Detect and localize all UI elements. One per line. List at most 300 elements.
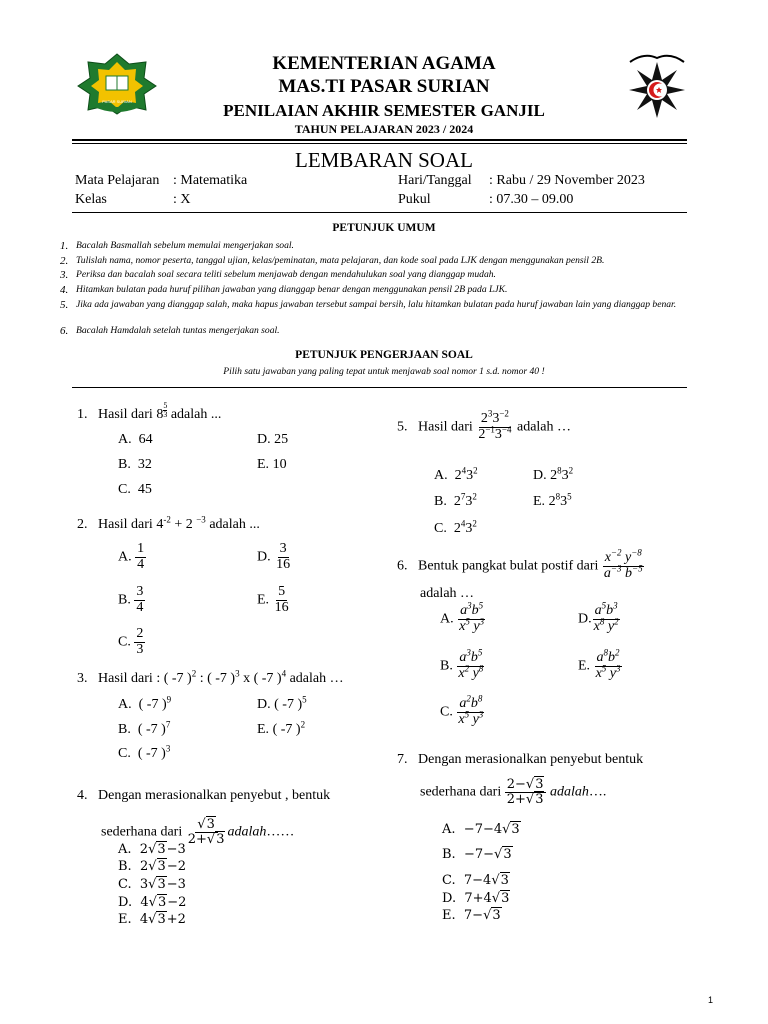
exponent: 3 <box>613 600 618 611</box>
question-6 <box>397 547 645 581</box>
option-d[interactable] <box>118 895 186 911</box>
option-a[interactable] <box>440 600 486 634</box>
radicand: 3 <box>503 847 512 862</box>
class-value: : X <box>173 192 191 207</box>
option-e[interactable] <box>257 457 287 473</box>
exponent: 5 <box>302 694 307 705</box>
power-base: a <box>594 603 602 618</box>
option-letter: E. <box>257 457 270 472</box>
option-a[interactable] <box>442 822 521 838</box>
fraction <box>134 585 145 615</box>
denominator <box>456 709 485 728</box>
radicand: 3 <box>492 908 501 923</box>
time-label: Pukul <box>398 192 431 207</box>
option-letter: B. <box>118 592 131 608</box>
question-text: Dengan merasionalkan penyebut , bentuk <box>98 788 331 803</box>
question-text: + 2 <box>170 517 197 532</box>
fraction <box>592 600 621 634</box>
exponent: 5 <box>477 647 483 658</box>
option-coefficient: 4 <box>139 912 149 927</box>
option-term: −2 <box>167 895 187 910</box>
option-letter: E. <box>257 592 270 608</box>
option-term: −3 <box>166 877 186 892</box>
question-text: adalah … <box>513 419 572 435</box>
option-d[interactable] <box>578 600 621 634</box>
radicand: 3 <box>157 859 166 874</box>
exponent: 5 <box>601 663 607 674</box>
denominator <box>476 424 513 443</box>
instruction-text: Tulislah nama, nomor peserta, tanggal ujian, kelas/peminatan, mata pelajaran, dan kode soal pada LJK dengan menggunakan pensil 2B. <box>76 255 605 266</box>
power-base: y <box>607 618 615 634</box>
sqrt-icon: √ <box>206 831 216 847</box>
page-number: 1 <box>708 995 714 1005</box>
question-text: sederhana dari <box>420 784 505 800</box>
radicand: 3 <box>157 877 166 892</box>
option-b[interactable]: B. $2^73^2$ <box>434 491 477 509</box>
exponent: 3 <box>487 408 493 419</box>
radicand: 3 <box>216 831 225 847</box>
sqrt-expression <box>149 895 168 911</box>
instruction-text: Jika ada jawaban yang dianggap salah, maka hapus jawaban tersebut sampai bersih, lalu hitamkan bulatan pada huruf jawaban lain yang dianggap benar. <box>76 299 677 310</box>
option-letter: D. <box>118 895 133 910</box>
option-e[interactable]: E. $2^83^5$ <box>533 491 572 509</box>
question-text: adalah ... <box>167 407 222 422</box>
question-word: adalah <box>227 824 267 840</box>
option-letter: C. <box>434 521 447 536</box>
power-base: a <box>459 696 467 711</box>
power-base: 3 <box>492 411 500 426</box>
sqrt-expression <box>148 859 167 875</box>
exponent: 4 <box>460 518 466 529</box>
exponent: 2 <box>568 465 574 476</box>
denominator <box>602 563 645 582</box>
question-text: : ( -7 ) <box>196 671 236 686</box>
instruction-item <box>60 325 700 338</box>
exponent: 3 <box>478 709 484 720</box>
option-letter: B. <box>118 859 132 874</box>
numerator: 5 <box>278 584 286 599</box>
option-letter: A. <box>118 432 132 447</box>
option-value: 25 <box>274 432 289 447</box>
power-base: b <box>470 696 478 711</box>
work-instructions-heading: PETUNJUK PENGERJAAN SOAL <box>295 349 473 361</box>
instruction-number: 3. <box>60 269 69 281</box>
sqrt-icon: √ <box>148 912 157 927</box>
option-letter: A. <box>118 842 132 857</box>
question-number: 2. <box>77 517 88 532</box>
denominator <box>186 833 228 847</box>
question-4 <box>77 788 330 804</box>
question-text: adalah ... <box>205 517 260 532</box>
option-c[interactable]: C. $2^43^2$ <box>434 518 477 536</box>
option-letter: A. <box>442 822 456 837</box>
option-letter: A. <box>440 611 454 627</box>
exponent: 8 <box>557 465 562 476</box>
sqrt-expression <box>502 822 521 838</box>
instruction-item <box>60 255 700 268</box>
question-3 <box>77 668 344 687</box>
power-base: b <box>625 565 632 581</box>
exponent: 3 <box>165 743 171 754</box>
sqrt-icon: √ <box>148 859 157 874</box>
option-letter: D. <box>442 891 457 906</box>
power-base: y <box>473 618 480 634</box>
sun-crescent-emblem-icon <box>626 50 688 120</box>
option-letter: C. <box>118 746 131 761</box>
denominator <box>592 616 621 635</box>
sqrt-expression <box>491 873 510 889</box>
question-dots: …… <box>266 824 295 840</box>
exponent: 8 <box>555 491 561 502</box>
option-e[interactable] <box>257 585 291 615</box>
question-text: Bentuk pangkat bulat postif dari <box>418 558 602 574</box>
option-d[interactable] <box>442 891 510 907</box>
option-value: ( -7 ) <box>274 697 303 712</box>
power-base: 8 <box>156 407 164 422</box>
option-letter: E. <box>257 722 270 737</box>
numerator-term: 2− <box>506 777 526 792</box>
power-base: a <box>460 603 468 618</box>
option-a[interactable]: A. $2^43^2$ <box>434 465 478 483</box>
sqrt-icon: √ <box>502 822 511 837</box>
power-base: 2 <box>478 426 486 442</box>
exponent: 8 <box>603 647 609 658</box>
date-label: Hari/Tanggal <box>398 173 472 188</box>
exponent: 3 <box>467 600 472 611</box>
instruction-text: Periksa dan bacalah soal secara teliti sebelum menjawab dengan mendahulukan soal yang dianggap mudah. <box>76 269 496 280</box>
option-letter: C. <box>442 873 456 888</box>
option-a[interactable] <box>118 542 146 572</box>
denominator <box>457 616 486 635</box>
power-base: a <box>459 650 467 665</box>
time-value: : 07.30 – 09.00 <box>489 192 574 207</box>
power-base: x <box>604 550 611 565</box>
question-text: Dengan merasionalkan penyebut bentuk <box>418 752 644 767</box>
fraction <box>456 647 485 681</box>
denominator-term: 2+ <box>506 791 526 807</box>
instruction-item <box>60 299 700 312</box>
instruction-number: 5. <box>60 299 69 311</box>
option-coefficient: 3 <box>139 877 149 892</box>
sqrt-expression <box>526 778 545 792</box>
option-b[interactable] <box>442 847 513 863</box>
option-value: ( -7 ) <box>138 697 167 712</box>
exponent-numerator: 5 <box>163 401 168 410</box>
exponent: −5 <box>632 563 643 574</box>
option-b[interactable] <box>118 859 186 875</box>
radicand: 3 <box>157 912 166 927</box>
option-term: −3 <box>166 842 186 857</box>
option-term: 7+4 <box>464 891 492 906</box>
option-b[interactable] <box>118 719 171 738</box>
radicand: 3 <box>206 817 215 832</box>
exponent: 9 <box>166 694 172 705</box>
date-value: : Rabu / 29 November 2023 <box>489 173 645 188</box>
option-letter: B. <box>118 457 131 472</box>
option-letter: B. <box>434 494 447 509</box>
numerator: 3 <box>279 541 287 556</box>
option-d[interactable] <box>257 432 288 448</box>
exponent: −4 <box>501 424 512 435</box>
option-letter: E. <box>578 658 591 674</box>
question-7 <box>397 752 643 768</box>
question-text: adalah … <box>286 671 344 686</box>
fraction <box>505 778 547 806</box>
option-term: 7−4 <box>463 873 492 888</box>
instruction-number: 6. <box>60 325 69 337</box>
option-value: 10 <box>272 457 287 472</box>
exponent: 4 <box>461 465 467 476</box>
power-base: y <box>609 665 616 681</box>
sqrt-icon: √ <box>148 895 157 910</box>
option-value: ( -7 ) <box>137 746 166 761</box>
instruction-item <box>60 269 700 282</box>
sqrt-icon: √ <box>491 891 501 906</box>
option-value: ( -7 ) <box>137 722 166 737</box>
sqrt-icon: √ <box>525 777 535 792</box>
sqrt-expression <box>148 912 167 928</box>
option-letter: E. <box>118 912 132 927</box>
option-letter: B. <box>118 722 131 737</box>
option-b[interactable] <box>118 457 152 473</box>
question-text: Hasil dari 4 <box>98 517 164 532</box>
option-b[interactable] <box>118 585 145 615</box>
exponent: 3 <box>235 668 240 679</box>
exponent: 2 <box>473 465 478 476</box>
denominator: 16 <box>276 556 291 572</box>
fraction <box>602 547 645 581</box>
sqrt-expression <box>148 877 167 893</box>
option-term: +2 <box>166 912 186 927</box>
question-number: 1. <box>77 407 88 422</box>
option-letter: D. <box>257 432 271 447</box>
sqrt-icon: √ <box>148 877 157 892</box>
question-2 <box>77 514 260 533</box>
exponent: 7 <box>165 719 171 730</box>
sqrt-icon: √ <box>525 791 535 807</box>
section-rule <box>72 387 687 388</box>
exponent: 4 <box>281 668 287 679</box>
power-base: b <box>471 603 479 618</box>
radicand: 3 <box>500 873 509 888</box>
power-base: a <box>596 650 604 665</box>
option-a[interactable] <box>118 432 153 448</box>
question-dots: …. <box>588 784 607 800</box>
option-value: 45 <box>137 482 152 497</box>
logo-caption: PASAR SURIAN <box>102 99 132 104</box>
option-c[interactable] <box>118 482 152 498</box>
school-title: MAS.TI PASAR SURIAN <box>278 76 490 97</box>
fraction <box>457 600 486 634</box>
option-c[interactable] <box>118 627 145 657</box>
question-number: 6. <box>397 558 408 574</box>
exponent: 2 <box>464 663 470 674</box>
exponent: −1 <box>485 424 495 435</box>
exponent: −3 <box>610 563 622 574</box>
exponent: 5 <box>464 709 470 720</box>
instruction-text: Bacalah Basmallah sebelum memulai mengerjakan soal. <box>76 240 294 251</box>
exponent: 2 <box>300 719 306 730</box>
power-base: a <box>603 565 611 581</box>
sqrt-icon: √ <box>197 817 206 832</box>
exponent: 3 <box>616 663 621 674</box>
option-e[interactable] <box>578 647 623 681</box>
general-instructions-heading: PETUNJUK UMUM <box>332 222 436 234</box>
exponent: −2 <box>499 408 509 419</box>
option-b[interactable] <box>440 647 485 681</box>
option-letter: D. <box>257 697 271 712</box>
year-title: TAHUN PELAJARAN 2023 / 2024 <box>294 122 474 136</box>
sqrt-expression <box>494 847 513 863</box>
denominator <box>456 663 485 682</box>
option-c[interactable] <box>118 877 186 893</box>
option-letter: B. <box>440 658 453 674</box>
exponent: 2 <box>614 616 619 627</box>
option-letter: D. <box>578 611 592 627</box>
fraction <box>186 818 228 846</box>
sqrt-expression <box>526 793 545 807</box>
sqrt-icon: √ <box>148 842 157 857</box>
instruction-number: 2. <box>60 255 69 267</box>
radicand: 3 <box>535 791 544 807</box>
power-base: x <box>459 618 466 634</box>
denominator: 16 <box>274 599 289 615</box>
instruction-number: 4. <box>60 284 69 296</box>
option-d[interactable] <box>257 542 292 572</box>
instruction-item <box>60 240 700 253</box>
option-letter: D. <box>533 468 547 483</box>
question-number: 7. <box>397 752 408 767</box>
power-base: b <box>608 650 616 665</box>
exponent: 8 <box>599 616 605 627</box>
ministry-title: KEMENTERIAN AGAMA <box>272 53 496 74</box>
numerator: 2 <box>136 626 144 641</box>
denominator: 3 <box>136 641 144 657</box>
option-a[interactable] <box>118 842 186 858</box>
fraction <box>134 627 145 657</box>
option-e[interactable] <box>257 719 306 738</box>
exponent-denominator: 3 <box>163 410 168 419</box>
instruction-text: Hitamkan bulatan pada huruf pilihan jawaban yang dianggap benar dengan menggunakan pensil 2B pada LJK. <box>76 284 508 295</box>
radicand: 3 <box>157 842 166 857</box>
option-d[interactable] <box>257 694 307 713</box>
power-base: y <box>472 711 479 727</box>
exponent: 8 <box>478 663 484 674</box>
fraction <box>456 693 485 727</box>
question-number: 3. <box>77 671 88 686</box>
power-base: 2 <box>480 411 488 426</box>
option-c[interactable] <box>440 693 485 727</box>
option-coefficient: 4 <box>140 895 149 910</box>
question-number: 5. <box>397 419 408 435</box>
option-e[interactable] <box>118 912 186 928</box>
option-e[interactable] <box>442 908 502 924</box>
radicand: 3 <box>535 777 544 792</box>
question-number: 4. <box>77 788 88 803</box>
sqrt-icon: √ <box>483 908 492 923</box>
fraction <box>476 408 513 442</box>
exponent: −8 <box>631 547 642 558</box>
option-letter: C. <box>440 704 453 720</box>
exponent: 8 <box>477 693 483 704</box>
power-base: y <box>625 550 632 565</box>
option-c[interactable] <box>118 743 171 762</box>
instruction-text: Bacalah Hamdalah setelah tuntas mengerjakan soal. <box>76 325 280 336</box>
option-term: −7− <box>463 847 495 862</box>
power-base: y <box>472 665 479 681</box>
power-base: x <box>458 665 465 681</box>
exponent: 5 <box>465 616 470 627</box>
subject-value: : Matematika <box>173 173 248 188</box>
question-6-line-2: adalah … <box>420 586 475 601</box>
denominator <box>594 663 623 682</box>
option-letter: E. <box>442 908 456 923</box>
exam-title: PENILAIAN AKHIR SEMESTER GANJIL <box>223 101 545 120</box>
option-a[interactable] <box>118 694 172 713</box>
option-c[interactable] <box>442 873 510 889</box>
subject-label: Mata Pelajaran <box>75 173 160 188</box>
question-text: Hasil dari : ( -7 ) <box>98 671 192 686</box>
exponent: 2 <box>615 647 620 658</box>
fraction <box>273 585 291 615</box>
option-d[interactable]: D. $2^83^2$ <box>533 465 574 483</box>
sqrt-expression <box>207 833 226 847</box>
question-text: x ( -7 ) <box>239 671 282 686</box>
sqrt-icon: √ <box>491 873 500 888</box>
option-coefficient: 2 <box>139 859 149 874</box>
option-letter: C. <box>118 877 132 892</box>
option-term: 7− <box>463 908 484 923</box>
question-text: sederhana dari <box>101 824 186 840</box>
denominator: 4 <box>136 599 144 615</box>
instruction-number: 1. <box>60 240 69 252</box>
denominator <box>505 793 547 807</box>
sqrt-icon: √ <box>494 847 503 862</box>
class-label: Kelas <box>75 192 107 207</box>
exponent: 3 <box>466 647 471 658</box>
option-coefficient: 2 <box>139 842 149 857</box>
page-title: LEMBARAN SOAL <box>295 148 473 172</box>
question-1 <box>77 402 221 423</box>
option-term: −2 <box>166 859 186 874</box>
header-rule-top <box>72 139 687 141</box>
question-text: Hasil dari <box>418 419 477 435</box>
fraction <box>594 647 623 681</box>
exponent: 5 <box>567 491 572 502</box>
power-base: b <box>606 603 614 618</box>
info-rule <box>72 212 687 213</box>
question-text: Hasil dari <box>98 407 157 422</box>
sqrt-expression <box>148 842 167 858</box>
exponent: 7 <box>460 491 466 502</box>
power-base: x <box>458 711 465 727</box>
option-letter: B. <box>442 847 456 862</box>
fraction <box>135 542 146 572</box>
exponent: 2 <box>472 491 477 502</box>
exponent: 5 <box>601 600 607 611</box>
option-value: 32 <box>137 457 152 472</box>
option-letter: A. <box>434 468 448 483</box>
header-rule-bottom <box>72 143 687 144</box>
sqrt-expression <box>492 891 511 907</box>
work-instructions-subtitle: Pilih satu jawaban yang paling tepat untuk menjawab soal nomor 1 s.d. nomor 40 ! <box>223 366 545 377</box>
option-letter: A. <box>118 697 132 712</box>
exponent: -2 <box>163 514 171 525</box>
exponent: −3 <box>196 514 206 525</box>
question-7-line-2 <box>420 778 606 806</box>
power-base: x <box>595 665 602 681</box>
option-letter: E. <box>533 494 546 509</box>
